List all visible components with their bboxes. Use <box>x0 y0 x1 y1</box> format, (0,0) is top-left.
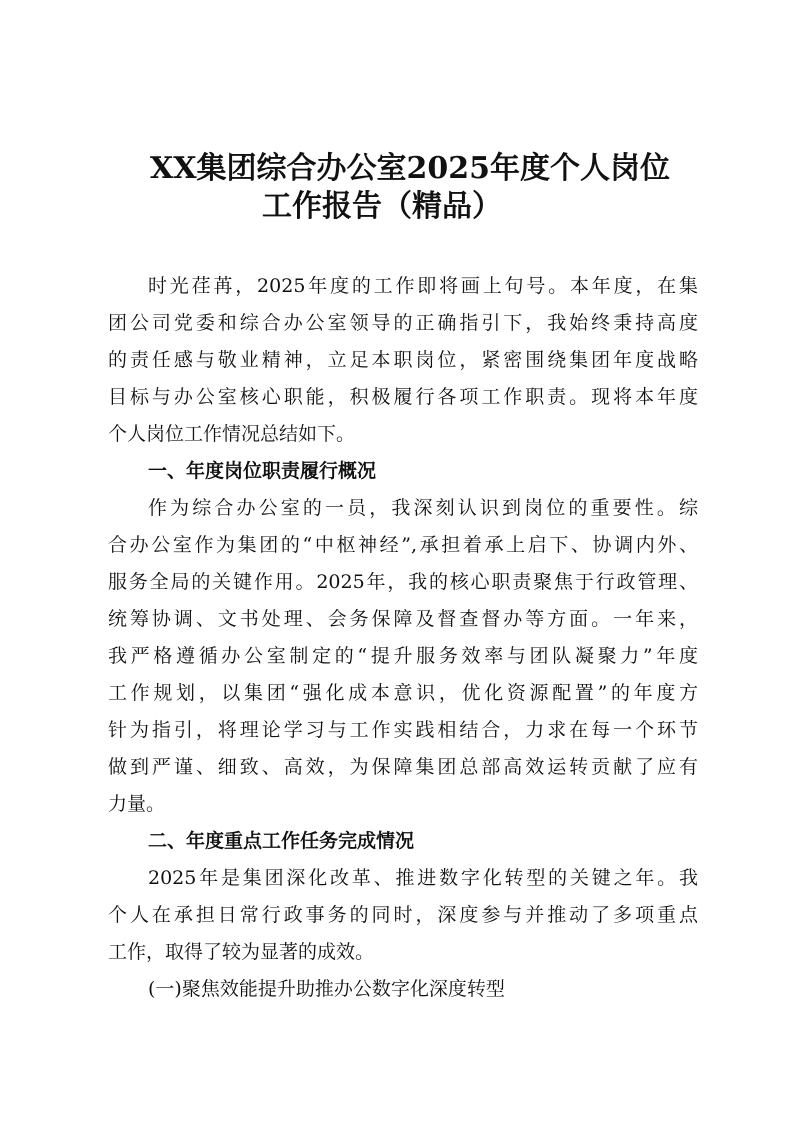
text-line: 二、年度重点工作任务完成情况 <box>148 830 415 852</box>
title-line-1: XX集团综合办公室2025年度个人岗位 <box>150 151 671 186</box>
title-line-2: 工作报告（精品） <box>262 189 502 224</box>
text-line: 2025年是集团深化改革、推进数字化转型的关键之年。我 <box>148 867 698 889</box>
section-heading <box>108 823 698 860</box>
text-line: 力量。 <box>108 793 166 815</box>
text-line: 工作，取得了较为显著的成效。 <box>108 941 375 963</box>
text-line: 个人岗位工作情况总结如下。 <box>108 423 356 445</box>
paragraph <box>108 268 698 453</box>
text-line: 目标与办公室核心职能，积极履行各项工作职责。现将本年度 <box>108 386 698 408</box>
text-line: 时光荏苒，2025年度的工作即将画上句号。本年度，在集 <box>148 275 698 297</box>
paragraph <box>108 490 698 823</box>
document-title <box>0 150 793 226</box>
text-line: 个人在承担日常行政事务的同时，深度参与并推动了多项重点 <box>108 904 698 926</box>
text-line: 的责任感与敬业精神，立足本职岗位，紧密围绕集团年度战略 <box>108 349 698 371</box>
text-line: 团公司党委和综合办公室领导的正确指引下，我始终秉持高度 <box>108 312 698 334</box>
text-line: 工作规划，以集团“强化成本意识，优化资源配置”的年度方 <box>108 682 698 704</box>
text-line: 我严格遵循办公室制定的“提升服务效率与团队凝聚力”年度 <box>108 645 698 667</box>
text-line: 作为综合办公室的一员，我深刻认识到岗位的重要性。综 <box>148 497 698 519</box>
subsection-heading <box>108 971 698 1008</box>
text-line: 针为指引，将理论学习与工作实践相结合，力求在每一个环节 <box>108 719 698 741</box>
text-line: 服务全局的关键作用。2025年，我的核心职责聚焦于行政管理、 <box>108 571 698 593</box>
text-line: 做到严谨、细致、高效，为保障集团总部高效运转贡献了应有 <box>108 756 698 778</box>
text-line: 一、年度岗位职责履行概况 <box>148 460 377 482</box>
text-line: 统筹协调、文书处理、会务保障及督查督办等方面。一年来， <box>108 608 698 630</box>
text-line: (一)聚焦效能提升助推办公数字化深度转型 <box>148 978 505 1000</box>
text-line: 合办公室作为集团的“中枢神经”,承担着承上启下、协调内外、 <box>108 534 698 556</box>
section-heading <box>108 453 698 490</box>
paragraph <box>108 860 698 971</box>
document-body <box>108 268 698 1008</box>
